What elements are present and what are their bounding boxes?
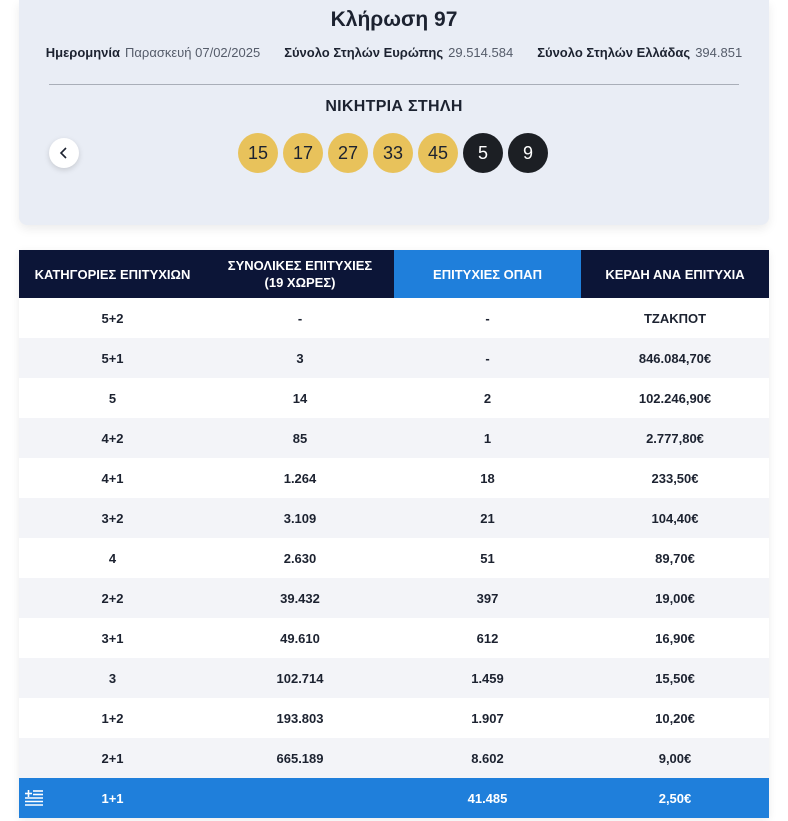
draw-meta — [19, 45, 769, 60]
table-row — [19, 738, 769, 778]
europe-value: 29.514.584 — [448, 45, 514, 60]
table-header-row — [19, 250, 769, 298]
greece-total — [537, 45, 742, 60]
header-total-line2: (19 ΧΩΡΕΣ) — [264, 275, 336, 290]
cell-total — [206, 578, 394, 618]
cell-opap — [394, 618, 581, 658]
cell-prize-text: 2.777,80€ — [646, 430, 704, 446]
cell-total-text: 1.264 — [283, 470, 317, 486]
cell-total-text: - — [297, 310, 303, 326]
cell-total — [206, 498, 394, 538]
cell-category — [19, 338, 206, 378]
europe-label: Σύνολο Στηλών Ευρώπης — [284, 45, 444, 60]
cell-prize-text: 102.246,90€ — [638, 390, 712, 406]
cell-opap-text: 2 — [483, 390, 492, 406]
cell-prize — [581, 298, 769, 338]
cell-opap-text: - — [485, 310, 490, 326]
draw-title: Κλήρωση 97 — [330, 8, 458, 31]
previous-draw-button[interactable] — [49, 138, 79, 168]
cell-prize — [581, 698, 769, 738]
cell-total-text: 85 — [292, 430, 308, 446]
cell-category-text: 1+2 — [101, 710, 124, 726]
main-number-ball: 27 — [328, 133, 368, 173]
cell-opap-text: 8.602 — [471, 750, 504, 766]
cell-opap — [394, 698, 581, 738]
cell-total-text: 665.189 — [276, 750, 324, 766]
table-row — [19, 618, 769, 658]
cell-prize — [581, 498, 769, 538]
cell-prize-text: 16,90€ — [655, 630, 695, 646]
cell-opap — [394, 498, 581, 538]
cell-category — [19, 578, 206, 618]
table-row — [19, 538, 769, 578]
cell-total-text: 39.432 — [280, 590, 320, 606]
cell-category — [19, 778, 206, 818]
cell-total — [206, 338, 394, 378]
cell-category — [19, 738, 206, 778]
cell-category-text: 2+2 — [101, 590, 124, 606]
cell-total — [206, 298, 394, 338]
table-row — [19, 378, 769, 418]
table-row — [19, 778, 769, 818]
cell-total — [206, 658, 394, 698]
cell-category-text: 4+1 — [101, 470, 124, 486]
cell-opap — [394, 418, 581, 458]
cell-total — [206, 458, 394, 498]
cell-opap-text: 51 — [480, 550, 495, 566]
table-row — [19, 658, 769, 698]
cell-category-text: 4 — [108, 550, 117, 566]
header-total-winners — [206, 250, 394, 298]
cell-prize — [581, 458, 769, 498]
date-label: Ημερομηνία — [45, 45, 121, 60]
cell-opap-text: 21 — [480, 510, 495, 526]
cell-total — [206, 778, 394, 818]
cell-prize-text: 15,50€ — [655, 670, 695, 686]
cell-prize — [581, 338, 769, 378]
cell-category-text: 1+1 — [101, 790, 124, 806]
draw-date — [46, 45, 260, 60]
cell-category-text: 5+2 — [101, 310, 124, 326]
table-row — [19, 298, 769, 338]
cell-total-text: 102.714 — [276, 670, 324, 686]
cell-opap-text: 1.459 — [471, 670, 504, 686]
cell-opap — [394, 658, 581, 698]
star-number-ball: 5 — [463, 133, 503, 173]
table-row — [19, 418, 769, 458]
main-number-ball: 15 — [238, 133, 278, 173]
cell-opap — [394, 538, 581, 578]
cell-category-text: 2+1 — [101, 750, 124, 766]
cell-total-text: 2.630 — [283, 550, 317, 566]
cell-opap-text: 397 — [476, 590, 499, 606]
greek-flag-icon — [25, 790, 43, 806]
cell-opap-text: 612 — [476, 630, 499, 646]
table-row — [19, 458, 769, 498]
cell-total-text: 49.610 — [280, 630, 320, 646]
table-row — [19, 698, 769, 738]
table-row — [19, 578, 769, 618]
cell-category-text: 3 — [108, 670, 117, 686]
prize-table — [19, 250, 769, 818]
cell-category — [19, 418, 206, 458]
cell-total — [206, 618, 394, 658]
header-category: ΚΑΤΗΓΟΡΙΕΣ ΕΠΙΤΥΧΙΩΝ — [19, 250, 206, 298]
cell-total-text: 193.803 — [276, 710, 324, 726]
cell-total-text: 3.109 — [283, 510, 317, 526]
cell-prize — [581, 538, 769, 578]
main-number-ball: 45 — [418, 133, 458, 173]
prize-table-container — [19, 250, 769, 818]
cell-category-text: 4+2 — [101, 430, 124, 446]
cell-category — [19, 618, 206, 658]
cell-opap — [394, 578, 581, 618]
main-number-ball: 17 — [283, 133, 323, 173]
draw-info-card — [19, 0, 769, 225]
cell-opap-text: 1 — [483, 430, 492, 446]
header-total-line1: ΣΥΝΟΛΙΚΕΣ ΕΠΙΤΥΧΙΕΣ — [227, 258, 373, 273]
cell-opap — [394, 458, 581, 498]
cell-prize-text: 89,70€ — [655, 550, 695, 566]
cell-category — [19, 498, 206, 538]
cell-opap-text: - — [485, 350, 490, 366]
cell-prize-text: 9,00€ — [658, 750, 692, 766]
cell-opap — [394, 378, 581, 418]
main-number-ball: 33 — [373, 133, 413, 173]
cell-category — [19, 298, 206, 338]
header-opap-winners: ΕΠΙΤΥΧΙΕΣ ΟΠΑΠ — [394, 250, 581, 298]
header-prize: ΚΕΡΔΗ ΑΝΑ ΕΠΙΤΥΧΙΑ — [581, 250, 769, 298]
cell-opap-text: 18 — [480, 470, 495, 486]
cell-prize-text: 104,40€ — [651, 510, 699, 526]
cell-opap-text: 41.485 — [467, 790, 508, 806]
cell-prize-text: 10,20€ — [655, 710, 695, 726]
cell-total — [206, 378, 394, 418]
cell-prize — [581, 378, 769, 418]
cell-opap — [394, 778, 581, 818]
cell-category-text: 3+1 — [101, 630, 124, 646]
cell-prize-text: 846.084,70€ — [638, 350, 712, 366]
greece-value: 394.851 — [695, 45, 743, 60]
cell-prize-text: ΤΖΑΚΠΟΤ — [643, 310, 707, 326]
cell-prize-text: 19,00€ — [655, 590, 695, 606]
cell-total — [206, 698, 394, 738]
winning-numbers — [238, 133, 548, 173]
cell-category-text: 5 — [108, 390, 117, 406]
winning-line-title: ΝΙΚΗΤΡΙΑ ΣΤΗΛΗ — [325, 98, 463, 115]
cell-total — [206, 418, 394, 458]
chevron-left-icon — [59, 147, 69, 159]
cell-total — [206, 738, 394, 778]
cell-prize — [581, 658, 769, 698]
cell-opap — [394, 298, 581, 338]
cell-category — [19, 378, 206, 418]
cell-opap — [394, 738, 581, 778]
cell-prize — [581, 738, 769, 778]
cell-category — [19, 458, 206, 498]
cell-total-text: 3 — [296, 350, 304, 366]
cell-opap-text: 1.907 — [471, 710, 504, 726]
cell-prize — [581, 778, 769, 818]
cell-category — [19, 658, 206, 698]
cell-prize-text: 233,50€ — [651, 470, 699, 486]
europe-total — [284, 45, 513, 60]
star-number-ball: 9 — [508, 133, 548, 173]
cell-opap — [394, 338, 581, 378]
cell-category-text: 3+2 — [101, 510, 124, 526]
cell-total-text: 14 — [292, 390, 308, 406]
divider — [49, 84, 739, 85]
cell-prize — [581, 618, 769, 658]
table-row — [19, 498, 769, 538]
cell-category — [19, 698, 206, 738]
table-row — [19, 338, 769, 378]
cell-category — [19, 538, 206, 578]
date-value: Παρασκευή 07/02/2025 — [125, 45, 261, 60]
cell-category-text: 5+1 — [101, 350, 124, 366]
cell-prize — [581, 578, 769, 618]
greece-label: Σύνολο Στηλών Ελλάδας — [537, 45, 691, 60]
cell-prize-text: 2,50€ — [658, 790, 692, 806]
cell-prize — [581, 418, 769, 458]
cell-total — [206, 538, 394, 578]
